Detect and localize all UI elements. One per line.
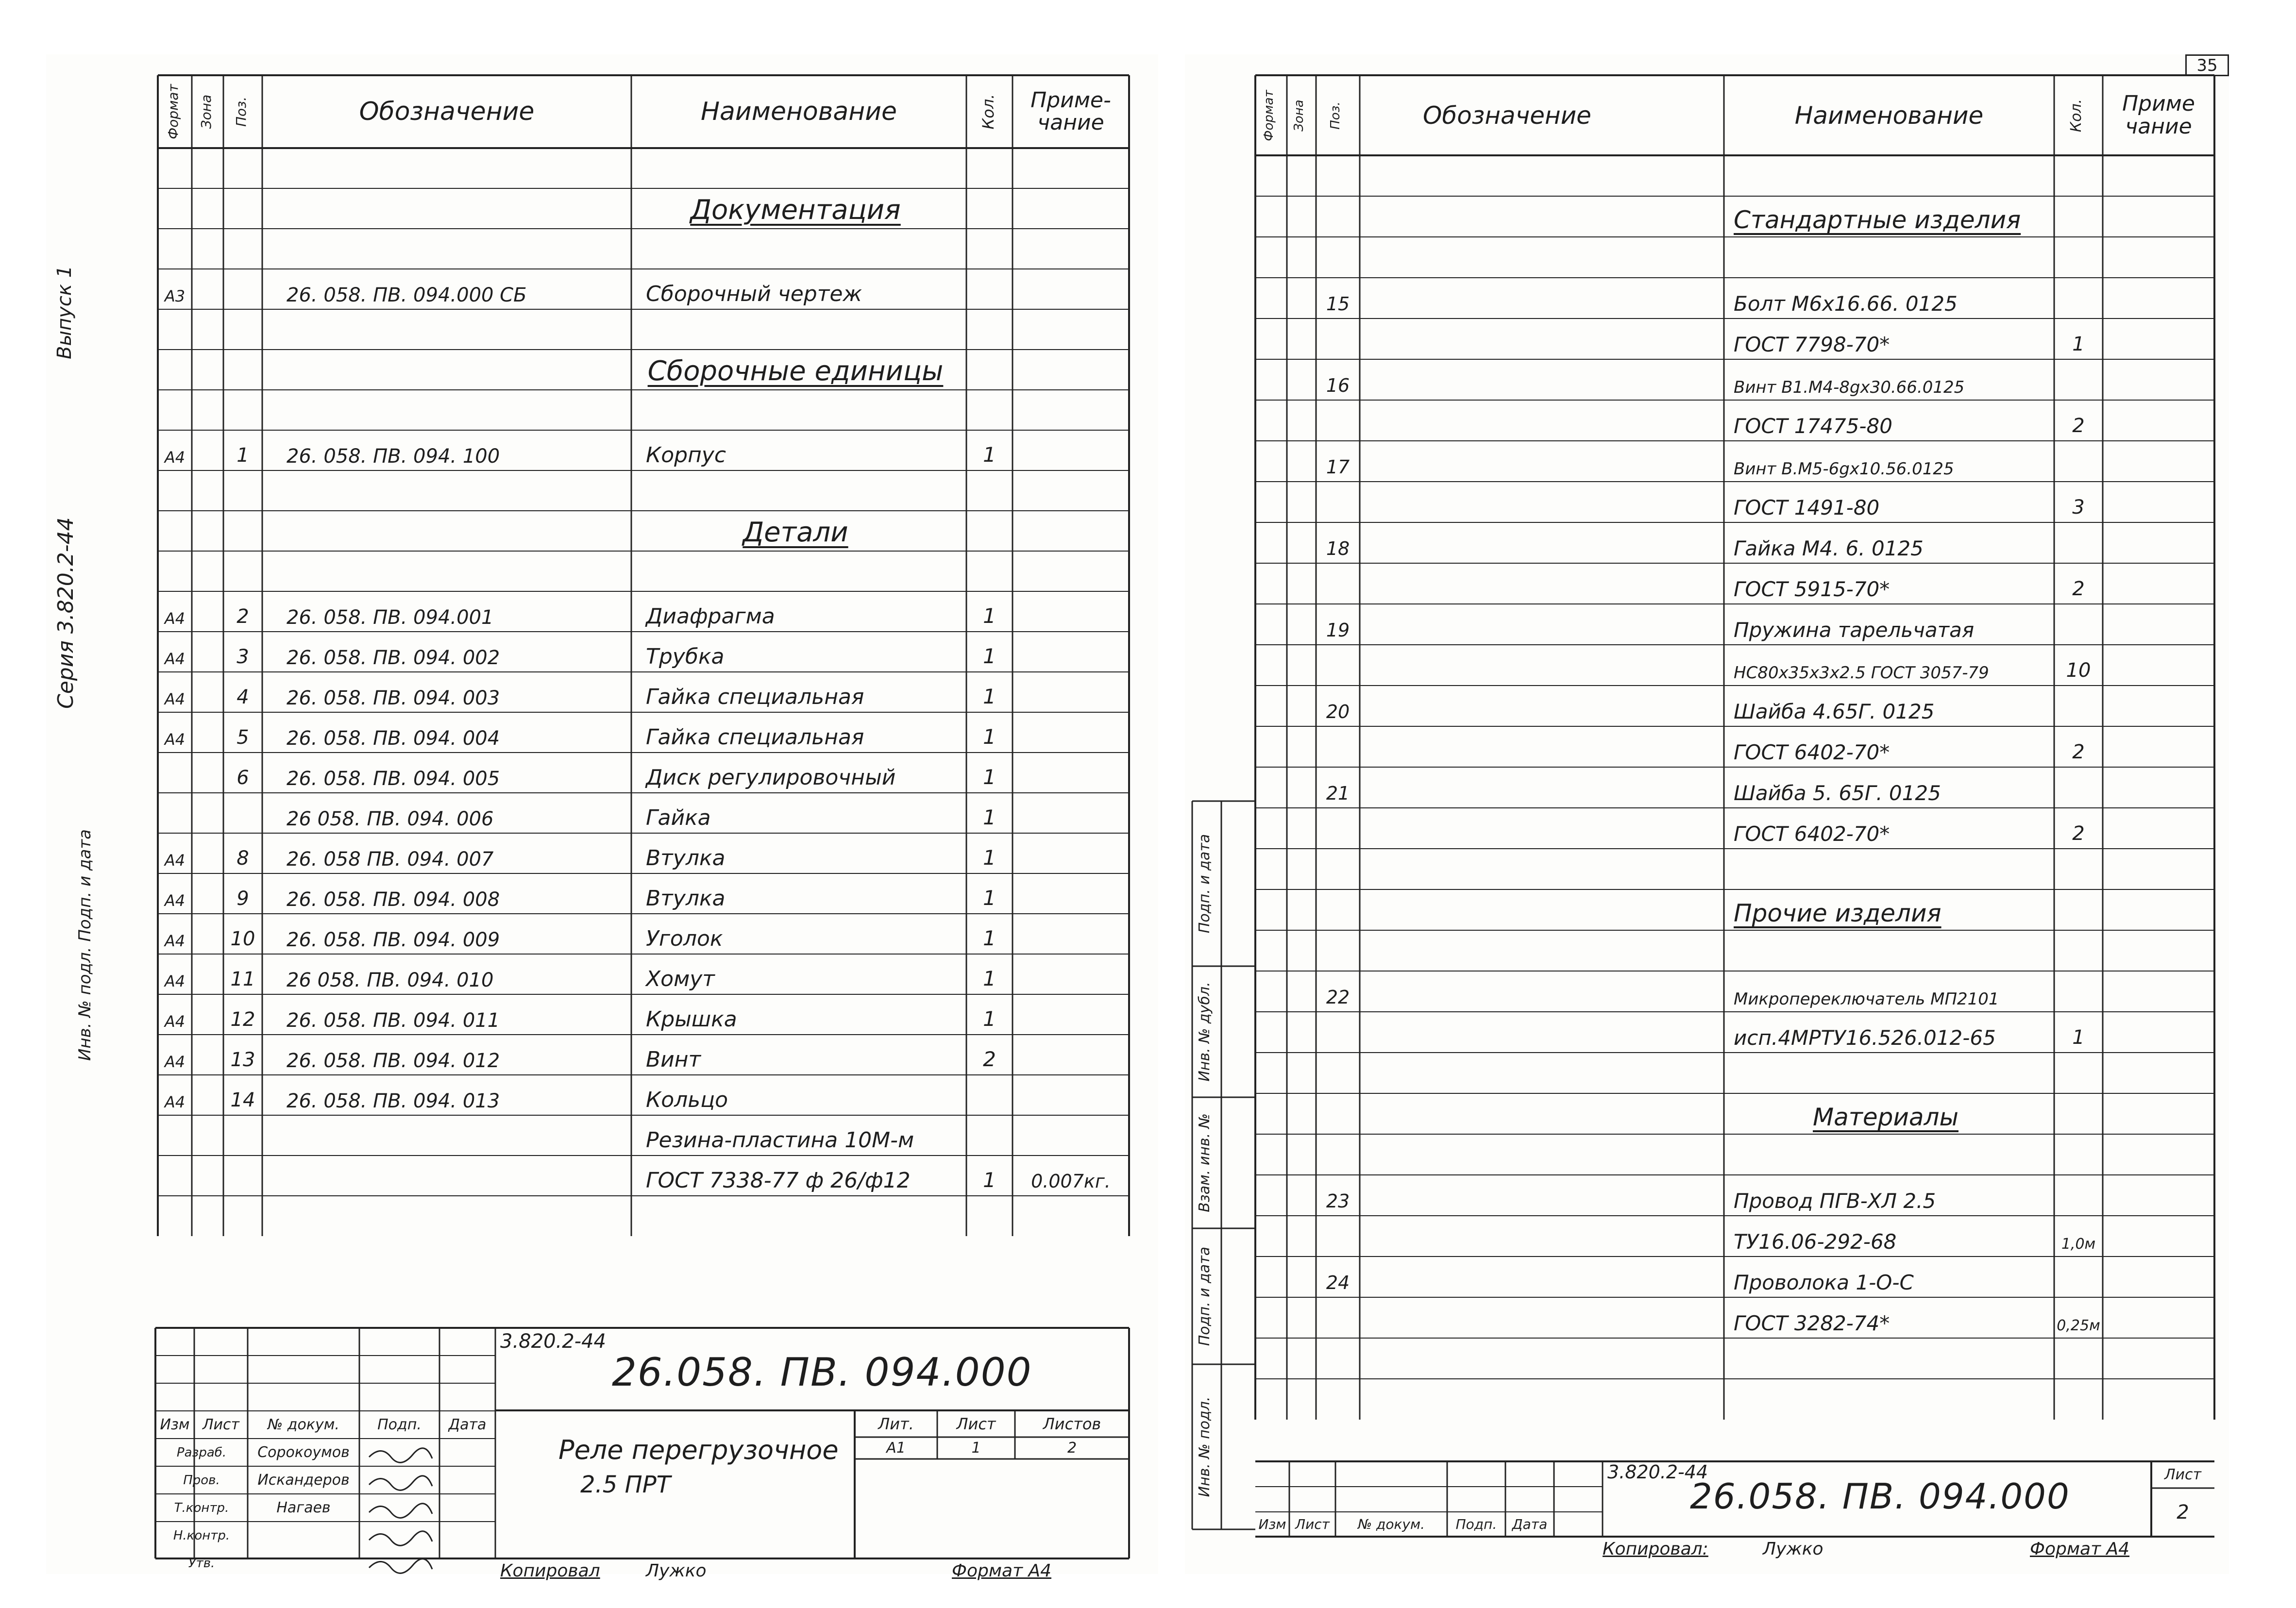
left-cell-qty: 1 — [983, 765, 996, 789]
left-cell-pos: 6 — [236, 767, 249, 789]
left-cell-format: А4 — [164, 972, 186, 990]
right-cell-qty: 2 — [2072, 741, 2085, 763]
left-cell-format: А4 — [164, 932, 186, 950]
right-cell-pos: 15 — [1326, 293, 1350, 315]
right-cell-name — [1724, 318, 2054, 359]
right-cell-name — [1724, 522, 2054, 563]
right-stamp-col-label: Изм — [1258, 1516, 1286, 1532]
left-cell-name — [631, 1115, 966, 1156]
right-name-text: Материалы — [1813, 1103, 1958, 1131]
left-cell-format: А4 — [164, 891, 186, 910]
left-copied-by: Копировал — [500, 1561, 600, 1581]
left-stamp-person: Искандеров — [257, 1472, 350, 1489]
right-name-text: ТУ16.06-292-68 — [1734, 1230, 1897, 1254]
left-name-text: Втулка — [646, 846, 726, 871]
left-name-text: Диск регулировочный — [646, 765, 896, 790]
left-name-text: Крышка — [646, 1007, 737, 1032]
right-cell-name — [1724, 767, 2054, 808]
right-side-label: Инв. № дубл. — [1196, 982, 1213, 1082]
right-header-note: Приме чание — [2122, 91, 2195, 139]
left-cell-designation: 26. 058. ПВ. 094. 004 — [287, 727, 500, 750]
right-stamp-col-label: Лист — [1295, 1516, 1330, 1532]
left-cell-pos: 1 — [236, 444, 249, 467]
left-cell-pos: 12 — [230, 1008, 255, 1031]
left-header-designation: Обозначение — [359, 97, 535, 126]
left-stamp-person: Сорокоумов — [257, 1444, 350, 1461]
right-name-text: Гайка М4. 6. 0125 — [1734, 536, 1924, 560]
right-cell-pos: 17 — [1326, 456, 1350, 478]
right-stamp-sheet-value: 2 — [2177, 1501, 2189, 1524]
left-stamp-col-label: Дата — [448, 1416, 487, 1433]
right-cell-qty: 0,25м — [2057, 1317, 2100, 1334]
right-name-text: Шайба 4.65Г. 0125 — [1734, 700, 1935, 723]
right-name-text: Болт М6х16.66. 0125 — [1734, 292, 1958, 316]
right-cell-qty: 1,0м — [2061, 1236, 2096, 1253]
left-cell-name — [631, 1156, 966, 1196]
left-cell-qty: 2 — [983, 1047, 996, 1071]
left-stamp-person: Нагаев — [276, 1499, 331, 1516]
left-name-text: Гайка специальная — [646, 685, 864, 709]
left-cell-name — [631, 954, 966, 994]
right-cell-name — [1724, 1216, 2054, 1256]
left-name-text: Гайка специальная — [646, 725, 864, 750]
right-name-text: Микропереключатель МП2101 — [1734, 989, 1999, 1009]
left-stamp-role: Н.контр. — [173, 1528, 230, 1543]
right-header-designation: Обозначение — [1423, 101, 1591, 130]
left-cell-format: А4 — [164, 1053, 186, 1071]
left-header-pos: Поз. — [233, 97, 249, 127]
right-cell-pos: 21 — [1326, 783, 1350, 804]
right-cell-name — [1724, 604, 2054, 645]
left-name-text: Гайка — [646, 805, 711, 830]
right-side-label: Инв. № подл. — [1196, 1396, 1213, 1497]
left-cell-format: А4 — [164, 609, 186, 628]
right-name-text: Шайба 5. 65Г. 0125 — [1734, 781, 1941, 805]
left-cell-designation: 26. 058. ПВ. 094. 003 — [287, 687, 500, 709]
left-cell-name — [631, 793, 966, 833]
page-number: 35 — [2185, 54, 2229, 76]
right-name-text: Проволока 1-О-С — [1734, 1271, 1914, 1294]
left-margin-series: Серия 3.820.2-44 — [53, 517, 78, 709]
left-name-text: Резина-пластина 10М-м — [646, 1128, 914, 1153]
right-header-format: Формат — [1261, 89, 1276, 141]
left-name-text: Сборочные единицы — [647, 355, 944, 387]
left-stamp-title-2: 2.5 ПРТ — [580, 1471, 671, 1498]
left-section-heading — [631, 188, 966, 229]
left-cell-qty: 1 — [983, 805, 996, 829]
left-stamp-sheet-label: Лист — [956, 1414, 996, 1433]
left-stamp-role: Утв. — [188, 1556, 215, 1571]
left-cell-name — [631, 753, 966, 793]
left-name-text: Винт — [646, 1047, 701, 1072]
left-cell-designation: 26. 058. ПВ. 094. 008 — [287, 888, 500, 911]
left-cell-name — [631, 1075, 966, 1115]
right-cell-name — [1724, 1012, 2054, 1053]
left-cell-designation: 26 058. ПВ. 094. 006 — [287, 808, 494, 830]
right-stamp-col-label: Дата — [1512, 1516, 1548, 1532]
left-stamp-sheets-value: 2 — [1067, 1440, 1077, 1457]
right-cell-qty: 3 — [2072, 496, 2085, 519]
left-cell-designation: 26. 058 ПВ. 094. 007 — [287, 848, 494, 871]
left-format-label: Формат А4 — [952, 1561, 1052, 1581]
left-header-name: Наименование — [700, 97, 897, 126]
right-name-text: исп.4МРТУ16.526.012-65 — [1734, 1026, 1996, 1050]
left-cell-format: А4 — [164, 690, 186, 708]
left-cell-qty: 1 — [983, 1007, 996, 1031]
left-stamp-lit-label: Лит. — [878, 1414, 914, 1433]
right-name-text: НС80х35х3х2.5 ГОСТ 3057-79 — [1734, 663, 1989, 683]
right-cell-qty: 10 — [2066, 659, 2091, 682]
left-cell-qty: 1 — [983, 644, 996, 668]
left-margin-issue: Выпуск 1 — [53, 265, 76, 359]
left-cell-designation: 26. 058. ПВ. 094. 002 — [287, 647, 500, 669]
left-cell-designation: 26. 058. ПВ. 094.000 СБ — [287, 284, 527, 306]
left-cell-format: А4 — [164, 1012, 186, 1031]
left-cell-name — [631, 672, 966, 712]
left-cell-designation: 26. 058. ПВ. 094. 100 — [287, 445, 500, 468]
right-name-text: ГОСТ 5915-70* — [1734, 577, 1890, 601]
right-cell-name — [1724, 441, 2054, 482]
right-name-text: Винт В1.М4-8gх30.66.0125 — [1734, 378, 1965, 397]
left-name-text: ГОСТ 7338-77 ф 26/ф12 — [646, 1168, 911, 1193]
left-stamp-col-label: № докум. — [268, 1416, 339, 1433]
right-cell-name — [1724, 1256, 2054, 1297]
right-cell-pos: 20 — [1326, 701, 1350, 722]
right-header-zone: Зона — [1292, 99, 1306, 132]
right-cell-qty: 2 — [2072, 822, 2085, 845]
right-format-label: Формат А4 — [2030, 1539, 2130, 1559]
left-cell-qty: 1 — [983, 685, 996, 708]
left-cell-pos: 5 — [236, 726, 249, 749]
left-cell-designation: 26. 058. ПВ. 094. 011 — [287, 1009, 500, 1032]
right-cell-qty: 1 — [2072, 1026, 2085, 1049]
right-cell-name — [1724, 563, 2054, 604]
left-header-note: Приме- чание — [1030, 87, 1111, 135]
left-cell-qty: 1 — [983, 1168, 996, 1192]
left-cell-qty: 1 — [983, 967, 996, 990]
left-cell-pos: 4 — [236, 686, 249, 708]
right-cell-pos: 24 — [1326, 1272, 1350, 1293]
left-name-text: Хомут — [646, 967, 715, 991]
left-cell-pos: 8 — [236, 847, 249, 870]
left-name-text: Сборочный чертеж — [646, 282, 862, 306]
left-cell-pos: 11 — [230, 968, 255, 990]
left-cell-pos: 9 — [236, 888, 249, 910]
left-copied-name: Лужко — [646, 1561, 707, 1581]
right-cell-name — [1724, 645, 2054, 686]
left-cell-name — [631, 712, 966, 753]
left-section-heading — [631, 350, 966, 390]
left-cell-format: А4 — [164, 851, 186, 870]
right-side-label: Подп. и дата — [1196, 834, 1213, 934]
right-name-text: ГОСТ 1491-80 — [1734, 496, 1880, 519]
right-section-heading — [1724, 1093, 2054, 1134]
left-cell-qty: 1 — [983, 725, 996, 749]
right-name-text: Прочие изделия — [1734, 899, 1941, 927]
left-cell-name — [631, 591, 966, 632]
right-name-text: Винт В.М5-6gх10.56.0125 — [1734, 459, 1954, 479]
right-header-qty: Кол. — [2068, 99, 2085, 132]
left-stamp-title-1: Реле перегрузочное — [558, 1435, 839, 1465]
right-cell-name — [1724, 686, 2054, 726]
left-section-heading — [631, 511, 966, 551]
left-margin-inv: Инв. № подл. Подп. и дата — [75, 829, 95, 1061]
right-cell-name — [1724, 482, 2054, 522]
left-cell-name — [631, 994, 966, 1035]
right-name-text: Стандартные изделия — [1734, 206, 2021, 234]
right-cell-pos: 19 — [1326, 620, 1350, 641]
left-cell-name — [631, 430, 966, 470]
left-name-text: Кольцо — [646, 1088, 728, 1112]
left-stamp-doc-code: 26.058. ПВ. 094.000 — [612, 1350, 1032, 1395]
left-cell-format: А4 — [164, 448, 186, 467]
left-stamp-col-label: Лист — [202, 1416, 240, 1433]
left-name-text: Втулка — [646, 886, 726, 911]
right-cell-name — [1724, 1297, 2054, 1338]
left-cell-name — [631, 873, 966, 914]
left-name-text: Диафрагма — [646, 604, 775, 629]
left-header-format: Формат — [165, 84, 181, 139]
right-section-heading — [1724, 196, 2054, 237]
right-name-text: Пружина тарельчатая — [1734, 618, 1975, 642]
right-name-text: ГОСТ 6402-70* — [1734, 822, 1890, 846]
right-side-label: Взам. инв. № — [1196, 1113, 1213, 1212]
right-side-label: Подп. и дата — [1196, 1246, 1213, 1346]
left-cell-designation: 26. 058. ПВ. 094. 005 — [287, 768, 500, 790]
right-name-text: ГОСТ 17475-80 — [1734, 414, 1892, 438]
right-name-text: ГОСТ 6402-70* — [1734, 740, 1890, 764]
left-name-text: Документация — [690, 194, 901, 226]
right-cell-qty: 1 — [2072, 333, 2085, 355]
left-stamp-col-label: Изм — [160, 1416, 190, 1433]
left-header-qty: Кол. — [979, 94, 997, 130]
left-name-text: Трубка — [646, 644, 725, 669]
left-cell-qty: 1 — [983, 604, 996, 628]
right-cell-name — [1724, 726, 2054, 767]
left-name-text: Корпус — [646, 443, 726, 468]
left-stamp-role: Пров. — [183, 1473, 220, 1488]
right-cell-pos: 18 — [1326, 538, 1350, 559]
left-cell-format: А4 — [164, 1093, 186, 1111]
left-cell-designation: 26. 058. ПВ. 094. 009 — [287, 929, 500, 951]
left-name-text: Уголок — [646, 926, 723, 951]
left-cell-pos: 13 — [230, 1049, 255, 1071]
left-stamp-lit-value: А1 — [886, 1440, 906, 1457]
left-cell-name — [631, 833, 966, 873]
right-stamp-series: 3.820.2-44 — [1607, 1461, 1708, 1483]
right-cell-pos: 22 — [1326, 987, 1350, 1008]
right-name-text: ГОСТ 3282-74* — [1734, 1311, 1890, 1335]
left-cell-qty: 1 — [983, 886, 996, 910]
left-cell-format: А3 — [164, 287, 186, 305]
left-stamp-col-label: Подп. — [377, 1416, 422, 1433]
right-section-heading — [1724, 889, 2054, 930]
left-cell-name — [631, 914, 966, 954]
left-cell-designation: 26. 058. ПВ. 094.001 — [287, 606, 494, 629]
left-cell-pos: 14 — [230, 1089, 255, 1111]
left-stamp-sheets-label: Листов — [1043, 1414, 1101, 1433]
left-cell-qty: 1 — [983, 846, 996, 870]
left-cell-note: 0.007кг. — [1031, 1171, 1111, 1192]
right-cell-name — [1724, 278, 2054, 318]
right-stamp-sheet-label: Лист — [2164, 1466, 2202, 1483]
right-cell-pos: 16 — [1326, 375, 1350, 396]
right-cell-name — [1724, 1175, 2054, 1216]
left-cell-designation: 26. 058. ПВ. 094. 012 — [287, 1050, 500, 1072]
left-cell-format: А4 — [164, 650, 186, 668]
left-stamp-role: Разраб. — [176, 1445, 227, 1460]
right-cell-name — [1724, 359, 2054, 400]
right-stamp-doc-code: 26.058. ПВ. 094.000 — [1690, 1476, 2070, 1517]
right-cell-qty: 2 — [2072, 415, 2085, 437]
left-cell-pos: 3 — [236, 646, 249, 668]
right-stamp-col-label: № докум. — [1357, 1516, 1425, 1532]
left-stamp-series: 3.820.2-44 — [500, 1330, 607, 1353]
right-copied-name: Лужко — [1763, 1539, 1823, 1559]
left-name-text: Детали — [743, 517, 848, 548]
right-header-name: Наименование — [1794, 101, 1984, 130]
left-header-zone: Зона — [198, 94, 214, 129]
left-stamp-role: Т.контр. — [174, 1500, 229, 1515]
left-cell-name — [631, 269, 966, 309]
right-cell-name — [1724, 808, 2054, 849]
left-stamp-sheet-value: 1 — [971, 1440, 981, 1457]
right-name-text: Провод ПГВ-ХЛ 2.5 — [1734, 1189, 1936, 1213]
left-cell-pos: 2 — [236, 605, 249, 628]
right-header-pos: Поз. — [1328, 101, 1343, 130]
left-cell-designation: 26. 058. ПВ. 094. 013 — [287, 1090, 500, 1112]
right-cell-qty: 2 — [2072, 578, 2085, 600]
right-cell-pos: 23 — [1326, 1190, 1350, 1212]
left-cell-designation: 26 058. ПВ. 094. 010 — [287, 969, 494, 991]
left-cell-name — [631, 632, 966, 672]
left-cell-qty: 1 — [983, 926, 996, 950]
left-cell-format: А4 — [164, 730, 186, 749]
left-cell-pos: 10 — [230, 928, 255, 950]
right-cell-name — [1724, 971, 2054, 1012]
left-cell-qty: 1 — [983, 443, 996, 467]
right-copied-by: Копировал: — [1603, 1539, 1708, 1559]
left-cell-name — [631, 1035, 966, 1075]
right-cell-name — [1724, 400, 2054, 441]
right-stamp-col-label: Подп. — [1455, 1516, 1497, 1532]
right-name-text: ГОСТ 7798-70* — [1734, 333, 1890, 356]
